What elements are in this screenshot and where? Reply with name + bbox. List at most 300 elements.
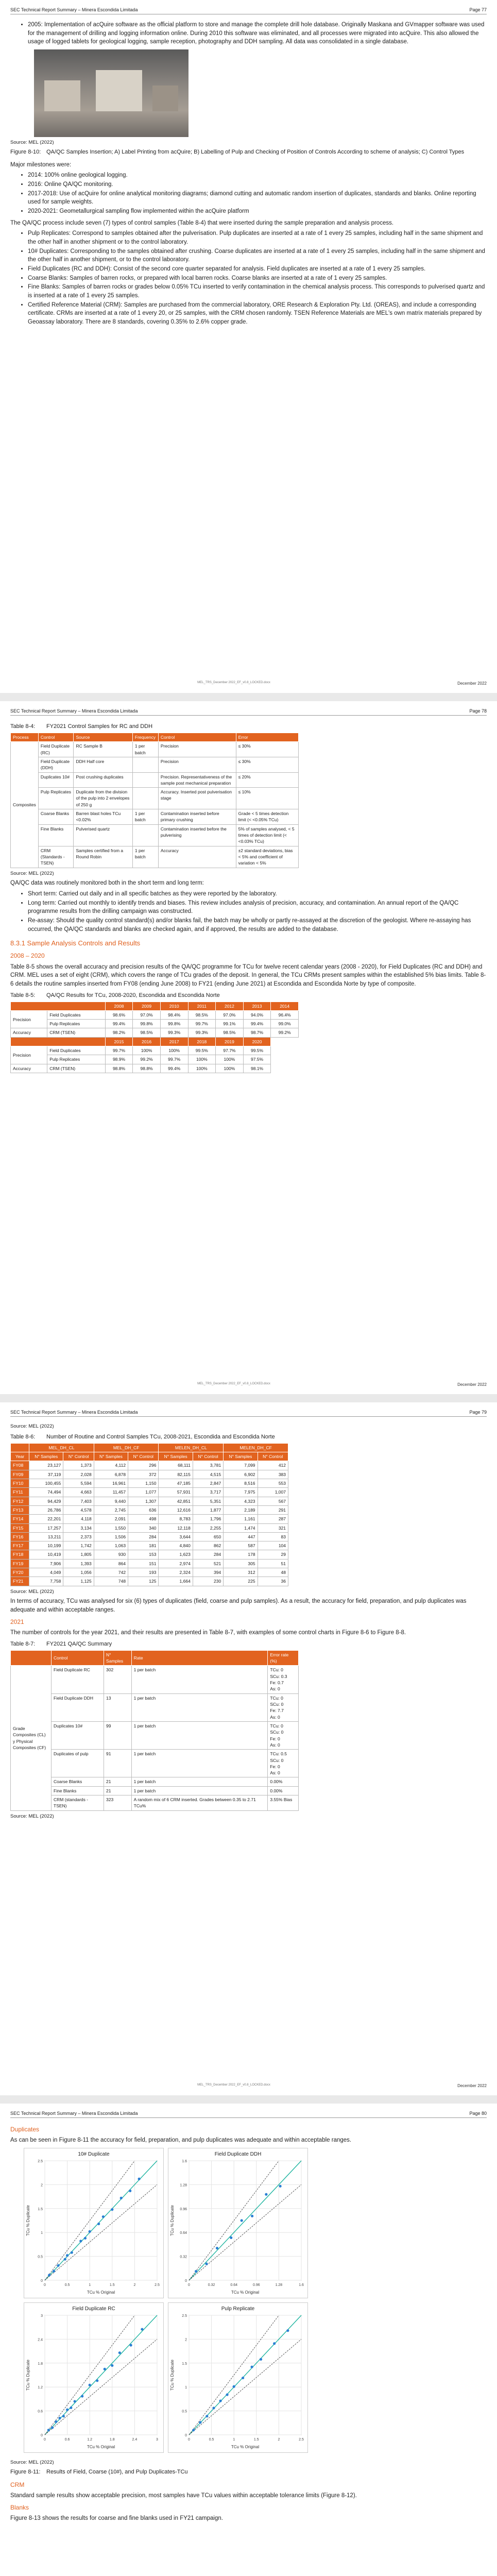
table-cell: Samples certified from a Round Robin <box>74 846 132 868</box>
table-cell: 9,440 <box>94 1497 128 1505</box>
data-point <box>251 2215 253 2217</box>
table-row <box>11 757 299 772</box>
data-point <box>205 2415 208 2417</box>
table-cell: Contamination inserted before primary crushing <box>158 809 236 825</box>
list-item: • 10# Duplicates: Corresponding to the samples obtained after crushing. Coarse duplicates are inserted at a rate of 1 every 25 samples, including half in the same shipment and the other half in another shipment, or to the control laboratory. <box>28 247 487 264</box>
table-cell: 4,515 <box>193 1470 223 1479</box>
subheading: 2008 – 2020 <box>10 952 45 960</box>
table-cell: 99.8% <box>133 1020 161 1028</box>
paragraph: In terms of accuracy, TCu was analysed for six (6) types of duplicates (field, coarse and pulp samples). As a result, the accuracy for field, preparation, and pulp duplicates was adequate and within acceptable ranges. <box>10 1598 467 1614</box>
table-cell: Pulverised quartz <box>74 824 132 846</box>
table-cell: 99.8% <box>160 1020 188 1028</box>
data-point <box>51 2427 54 2429</box>
y-tick-label: 0.6 <box>38 2410 43 2414</box>
table-cell: 4,112 <box>94 1461 128 1470</box>
table-row <box>11 1020 299 1028</box>
table-cell: 98.2% <box>105 1028 133 1037</box>
table-cell: 4,578 <box>63 1505 94 1514</box>
table-cell: 22,201 <box>29 1515 63 1523</box>
data-point <box>226 2394 229 2396</box>
table-header: MELEN_DH_CF <box>224 1443 288 1452</box>
data-point <box>79 2240 82 2242</box>
qaqc-summary-table <box>10 1650 299 1811</box>
table-cell: 91 <box>104 1750 132 1777</box>
table-cell: 99.3% <box>188 1028 216 1037</box>
table-cell: 98.8% <box>133 1064 161 1073</box>
table-cell: ≤ 10% <box>236 788 298 809</box>
table-cell: 29 <box>258 1550 288 1559</box>
data-point <box>84 2237 87 2240</box>
table-cell: 151 <box>128 1559 159 1568</box>
table-cell: FY21 <box>11 1577 29 1586</box>
data-point <box>242 2377 244 2379</box>
page-footer: MEL_TRS_December 2022_EF_v0.8_LOCKED.docx December 2022 <box>197 681 487 686</box>
data-point <box>118 2351 121 2354</box>
table-cell: FY16 <box>11 1532 29 1541</box>
table-row <box>11 1515 288 1523</box>
table-cell: 36 <box>258 1577 288 1586</box>
table-cell: 1,474 <box>224 1523 258 1532</box>
x-axis-label: TCu % Original <box>87 2445 115 2450</box>
table-header: N° Control <box>258 1452 288 1461</box>
table-header: 2014 <box>271 1002 299 1010</box>
table-row <box>11 1055 299 1064</box>
table-cell: 1,007 <box>258 1488 288 1497</box>
table-cell: TCu: 0.5 SCu: 0 Fe: 0 As: 0 <box>268 1750 299 1777</box>
x-tick-label: 1.28 <box>275 2283 283 2287</box>
table-cell: 125 <box>128 1577 159 1586</box>
table-cell: 0.00% <box>268 1786 299 1795</box>
table-cell: 4,049 <box>29 1568 63 1577</box>
table-header: 2017 <box>160 1037 188 1046</box>
y-tick-label: 2.5 <box>38 2160 43 2164</box>
y-tick-label: 1.2 <box>38 2386 43 2390</box>
table-cell: 521 <box>193 1559 223 1568</box>
table-cell: 3,781 <box>193 1461 223 1470</box>
x-tick-label: 1.8 <box>109 2438 115 2442</box>
table-cell: Duplicates of pulp <box>52 1750 104 1777</box>
table-cell: 1,805 <box>63 1550 94 1559</box>
table-cell: 340 <box>128 1523 159 1532</box>
table-cell: 57,931 <box>159 1488 193 1497</box>
table-cell: Duplicates 10# <box>38 772 74 788</box>
table-cell: 312 <box>224 1568 258 1577</box>
table-cell: ≤ 30% <box>236 742 298 757</box>
table-cell: 97.5% <box>243 1055 271 1064</box>
x-tick-label: 1.5 <box>253 2438 259 2442</box>
table-header: 2008 <box>105 1002 133 1010</box>
table-cell: 2,847 <box>193 1479 223 1487</box>
data-point <box>64 2258 66 2261</box>
list-item: • 2016: Online QA/QC monitoring. <box>28 180 487 189</box>
list-item: • 2017-2018: Use of acQuire for online analytical monitoring diagrams; diamond cutting and automatic random insertion of duplicates, standards and blanks. Online reporting used for sample weights. <box>28 190 487 207</box>
list-item: • Field Duplicates (RC and DDH): Consist of the second core quarter separated for analysis. Field duplicates are inserted at a rate of 1 every 25 samples. <box>28 265 487 274</box>
y-tick-label: 1.8 <box>38 2362 43 2366</box>
milestones-list <box>10 171 487 215</box>
y-tick-label: 2.4 <box>38 2338 43 2342</box>
table-cell: 230 <box>193 1577 223 1586</box>
x-tick-label: 0.96 <box>252 2283 260 2287</box>
table-header: MEL_DH_CL <box>29 1443 94 1452</box>
table-cell: 83 <box>258 1532 288 1541</box>
x-tick-label: 0.32 <box>208 2283 215 2287</box>
x-tick-label: 0.5 <box>64 2283 70 2287</box>
table-cell: 181 <box>128 1541 159 1550</box>
paragraph: Standard sample results show acceptable precision, most samples have TCu values within acceptable tolerance limits (Figure 8-12). <box>10 2493 357 2499</box>
data-point <box>141 2328 143 2331</box>
table-header: N° Samples <box>94 1452 128 1461</box>
data-point <box>129 2190 131 2192</box>
table-cell: 1,307 <box>128 1497 159 1505</box>
data-point <box>57 2264 60 2267</box>
y-tick-label: 0 <box>41 2279 43 2283</box>
table-row <box>11 1461 288 1470</box>
table-header: Error rate (%) <box>268 1650 299 1666</box>
data-point <box>53 2270 55 2273</box>
table-row <box>11 1488 288 1497</box>
table-header: N° Control <box>128 1452 159 1461</box>
table-caption: Table 8-5: QA/QC Results for TCu, 2008-2020, Escondida and Escondida Norte <box>10 992 220 998</box>
table-cell: 74,494 <box>29 1488 63 1497</box>
table-cell: 51 <box>258 1559 288 1568</box>
table-cell: 153 <box>128 1550 159 1559</box>
table-cell: CRM (TSEN) <box>47 1028 106 1037</box>
table-row <box>11 1532 288 1541</box>
subheading: 2021 <box>10 1618 24 1625</box>
table-header: Rate <box>131 1650 268 1666</box>
table-row <box>11 1505 288 1514</box>
table-cell: 225 <box>224 1577 258 1586</box>
table-cell: 1 per batch <box>131 1750 268 1777</box>
table-header: Error <box>236 733 298 741</box>
table-cell: CRM (standards - TSEN) <box>52 1795 104 1811</box>
x-axis-label: TCu % Original <box>87 2290 115 2295</box>
table-cell: 8,783 <box>159 1515 193 1523</box>
table-cell: 1 per batch <box>131 1786 268 1795</box>
x-tick-label: 1.5 <box>109 2283 115 2287</box>
x-tick-label: 1.2 <box>87 2438 93 2442</box>
table-cell: 98.6% <box>105 1010 133 1019</box>
y-axis-label: TCu % Duplicate <box>26 2205 30 2236</box>
table-cell: 23,127 <box>29 1461 63 1470</box>
table-cell: 26,786 <box>29 1505 63 1514</box>
list-item: • Re-assay: Should the quality control standard(s) and/or blanks fail, the batch may be wholly or partly re-assayed at the discretion of the geologist. Where re-assaying has occurred, the QA/QC standards and blanks are checked again, and if approved, the results are added to the database. <box>28 917 487 934</box>
table-cell: FY09 <box>11 1470 29 1479</box>
table-cell: ≤ 20% <box>236 772 298 788</box>
table-header: 2010 <box>160 1002 188 1010</box>
table-cell: Precision <box>158 742 236 757</box>
table-cell: 94.0% <box>243 1010 271 1019</box>
table-cell: 7,403 <box>63 1497 94 1505</box>
table-cell: 862 <box>193 1541 223 1550</box>
page-footer: MEL_TRS_December 2022_EF_v0.8_LOCKED.docx December 2022 <box>197 2083 487 2088</box>
table-caption: Table 8-6: Number of Routine and Control Samples TCu, 2008-2021, Escondida and Escondida Norte <box>10 1433 275 1440</box>
header-title: SEC Technical Report Summary – Minera Escondida Limitada <box>10 7 138 12</box>
table-cell: 1 per batch <box>131 1693 268 1721</box>
table-cell: 99.4% <box>243 1020 271 1028</box>
table-cell: 99.7% <box>188 1020 216 1028</box>
table-cell: 372 <box>128 1470 159 1479</box>
table-header: N° Samples <box>159 1452 193 1461</box>
x-axis-label: TCu % Original <box>231 2290 260 2295</box>
table-cell: Accuracy. Inserted post pulverisation stage <box>158 788 236 809</box>
table-header: 2016 <box>133 1037 161 1046</box>
x-tick-label: 0 <box>188 2438 190 2442</box>
data-point <box>58 2417 61 2419</box>
list-item: • Certified Reference Material (CRM): Samples are purchased from the commercial laboratory, ORE Research & Exploration Pty. Ltd. (OREAS), and include a corresponding certificate. CRMs are inserted at a rate of 1 every 20, or 25 samples, with the CRM chosen randomly. TSEN Reference Materials are MEL's own matrix materials prepared by Geoassay laboratory. There are 8 standards, covering 0.35% to 2.6% copper grade. <box>28 301 487 327</box>
table-cell: 553 <box>258 1479 288 1487</box>
y-tick-label: 2 <box>41 2183 43 2188</box>
table-header: N° Control <box>193 1452 223 1461</box>
table-cell: 5,351 <box>193 1497 223 1505</box>
table-cell: 1 per batch <box>132 846 158 868</box>
table-cell: 302 <box>104 1666 132 1693</box>
page-80: SEC Technical Report Summary – Minera Escondida Limitada Page 80 Duplicates As can be seen in Figure 8-11 the accuracy for field, preparation, and pulp duplicates was adequate and within acceptable ranges. 0 0 0.5 0.5 1 1 1.5 1.5 2 2 2.5 2.5 10# Duplicate TCu % Original TCu % Duplicate 0 0 0.32 0.32 0.64 0.64 0.96 0.96 1.28 1.28 1.6 1.6 Field Duplicate DDH TCu % Original TCu % Duplicate 0 0 0.6 0.6 1.2 1.2 1.8 1.8 2.4 2.4 3 3 Field Duplicate RC TCu % Original TCu % Duplicate 0 0 0.5 0.5 1 1 1.5 1.5 2 2 2.5 2.5 Pulp Replicate TCu % Original TCu % Duplicate Source: MEL (2022) Figure 8-11: Results of Field, Coarse (10#), and Pulp Duplicates-TCu CRM Standard sample results show acceptable precision, most samples have TCu values within acceptable tolerance limits (Figure 8-12). Blanks Figure 8-13 shows the results for coarse and fine blanks used in FY21 campaign. <box>0 2104 497 2576</box>
x-tick-label: 2.5 <box>299 2438 304 2442</box>
table-cell: DDH Half core <box>74 757 132 772</box>
page-header: SEC Technical Report Summary – Minera Escondida Limitada Page 80 <box>10 2111 487 2118</box>
table-cell: 11,457 <box>94 1488 128 1497</box>
data-point <box>230 2236 232 2239</box>
table-cell: 498 <box>128 1515 159 1523</box>
table-cell: 321 <box>258 1523 288 1532</box>
table-cell: FY15 <box>11 1523 29 1532</box>
table-cell: ±2 standard deviations, bias < 5% and coefficient of variation < 5% <box>236 846 298 868</box>
y-tick-label: 0.5 <box>182 2410 187 2414</box>
table-row <box>11 1010 299 1019</box>
data-point <box>47 2429 50 2431</box>
table-cell: 636 <box>128 1505 159 1514</box>
data-point <box>102 2215 105 2218</box>
table-cell <box>132 772 158 788</box>
table-cell: 1 per batch <box>131 1666 268 1693</box>
data-point <box>111 2364 113 2367</box>
table-cell: 104 <box>258 1541 288 1550</box>
data-point <box>66 2254 68 2257</box>
table-cell: 284 <box>193 1550 223 1559</box>
data-point <box>205 2263 208 2265</box>
table-cell: 98.8% <box>105 1064 133 1073</box>
table-row <box>11 1550 288 1559</box>
table-row <box>11 846 299 868</box>
table-cell: 99.4% <box>160 1064 188 1073</box>
table-cell: 98.9% <box>105 1055 133 1064</box>
table-header: MELEN_DH_CL <box>159 1443 224 1452</box>
x-tick-label: 1 <box>233 2438 235 2442</box>
table-cell: FY13 <box>11 1505 29 1514</box>
table-header: Process <box>11 733 39 741</box>
table-row <box>11 1523 288 1532</box>
table-cell: 99.1% <box>216 1020 244 1028</box>
table-cell: 1 per batch <box>132 742 158 757</box>
table-header: Control <box>52 1650 104 1666</box>
table-cell: 82,115 <box>159 1470 193 1479</box>
data-point <box>71 2251 73 2254</box>
table-cell: 7,099 <box>224 1461 258 1470</box>
table-cell: 2,255 <box>193 1523 223 1532</box>
table-cell: FY14 <box>11 1515 29 1523</box>
table-cell: 99.7% <box>160 1055 188 1064</box>
table-caption: Table 8-7: FY2021 QA/QC Summary <box>10 1640 112 1647</box>
table-cell: 4,323 <box>224 1497 258 1505</box>
table-cell <box>132 824 158 846</box>
table-cell: FY18 <box>11 1550 29 1559</box>
table-cell: FY19 <box>11 1559 29 1568</box>
controls-list <box>10 229 487 326</box>
table-cell: 12,616 <box>159 1505 193 1514</box>
table-cell: 12,118 <box>159 1523 193 1532</box>
x-tick-label: 1.6 <box>299 2283 304 2287</box>
table-cell: 1,796 <box>193 1515 223 1523</box>
table-cell: TCu: 0 SCu: 0 Fe: 7.7 As: 0 <box>268 1693 299 1721</box>
table-cell: 394 <box>193 1568 223 1577</box>
table-cell: 100,455 <box>29 1479 63 1487</box>
table-cell: 2,189 <box>224 1505 258 1514</box>
table-cell: 1,664 <box>159 1577 193 1586</box>
data-point <box>192 2429 195 2431</box>
table-header: Control <box>158 733 236 741</box>
table-cell: 10,199 <box>29 1541 63 1550</box>
table-header: N° Samples <box>224 1452 258 1461</box>
table-cell: 98.5% <box>188 1010 216 1019</box>
table-header: 2020 <box>243 1037 271 1046</box>
table-row <box>11 1541 288 1550</box>
table-row <box>11 1568 288 1577</box>
data-point <box>265 2193 267 2196</box>
table-cell: 5,594 <box>63 1479 94 1487</box>
duplicate-chart <box>24 2148 164 2298</box>
routine-control-table <box>10 1443 288 1586</box>
table-cell: 1 per batch <box>131 1777 268 1786</box>
table-cell: 1 per batch <box>131 1721 268 1749</box>
table-cell: TCu: 0 SCu: 0.3 Fe: 0.7 As: 0 <box>268 1666 299 1693</box>
table-cell: 4,840 <box>159 1541 193 1550</box>
y-tick-label: 3 <box>41 2314 43 2318</box>
table-row <box>11 1497 288 1505</box>
table-header <box>11 1443 29 1452</box>
chart-title: Pulp Replicate <box>221 2306 255 2312</box>
figure-caption: Figure 8-10: QA/QC Samples Insertion; A) Label Printing from acQuire; B) Labelling of Pulp and Checking of Position of Controls According to scheme of analysis; C) Control Types <box>10 148 465 155</box>
subheading: Duplicates <box>10 2126 40 2133</box>
table-row <box>11 1559 288 1568</box>
table-cell <box>132 788 158 809</box>
table-cell: 98.5% <box>133 1028 161 1037</box>
table-cell: 1,742 <box>63 1541 94 1550</box>
data-point <box>286 2329 289 2332</box>
table-cell: 1,125 <box>63 1577 94 1586</box>
table-cell: TCu: 0 SCu: 0 Fe: 0 As: 0 <box>268 1721 299 1749</box>
table-cell: Grade < 5 times detection limit (< <0.05% TCu) <box>236 809 298 825</box>
table-cell: FY12 <box>11 1497 29 1505</box>
table-cell: 0.00% <box>268 1777 299 1786</box>
table-cell: Grade Composites (CL) y Physical Composites (CF) <box>11 1666 52 1810</box>
data-point <box>273 2342 276 2345</box>
data-point <box>111 2208 113 2211</box>
x-tick-label: 0.6 <box>64 2438 70 2442</box>
table-cell: 21 <box>104 1786 132 1795</box>
data-point <box>48 2274 50 2276</box>
table-cell: 291 <box>258 1505 288 1514</box>
table-cell: Pulp Replicates <box>47 1020 106 1028</box>
table-cell: 3,134 <box>63 1523 94 1532</box>
page-number: Page 77 <box>469 7 487 12</box>
table-cell: 68,111 <box>159 1461 193 1470</box>
table-cell: 37,119 <box>29 1470 63 1479</box>
table-cell: 296 <box>128 1461 159 1470</box>
table-cell: 99.5% <box>243 1046 271 1055</box>
table-cell: 1,393 <box>63 1559 94 1568</box>
data-point <box>74 2400 76 2403</box>
table-cell: 1,877 <box>193 1505 223 1514</box>
x-tick-label: 0 <box>188 2283 190 2287</box>
page-number: Page 78 <box>469 708 487 714</box>
chart-title: 10# Duplicate <box>78 2151 110 2158</box>
x-tick-label: 3 <box>156 2438 158 2442</box>
x-tick-label: 0.5 <box>209 2438 214 2442</box>
table-cell: 97.7% <box>216 1046 244 1055</box>
table-cell: 100% <box>160 1046 188 1055</box>
table-cell: 98.7% <box>243 1028 271 1037</box>
table-cell: 99.0% <box>271 1020 299 1028</box>
milestones-title: Major milestones were: <box>10 161 72 168</box>
qaqc-photo <box>34 49 188 137</box>
page-footer: MEL_TRS_December 2022_EF_v0.8_LOCKED.docx December 2022 <box>197 1382 487 1387</box>
data-point <box>260 2358 262 2361</box>
y-axis-label: TCu % Duplicate <box>26 2360 30 2391</box>
table-cell: Precision. Representativeness of the sample post mechanical preparation <box>158 772 236 788</box>
table-cell: 13,211 <box>29 1532 63 1541</box>
table-cell: 10,419 <box>29 1550 63 1559</box>
chart-title: Field Duplicate RC <box>72 2306 115 2312</box>
table-cell: 178 <box>224 1550 258 1559</box>
table-cell: 1,150 <box>128 1479 159 1487</box>
list-item: • Short term: Carried out daily and in all specific batches as they were reported by the laboratory. <box>28 890 487 899</box>
data-point <box>89 2384 91 2386</box>
table-cell: 100% <box>133 1046 161 1055</box>
y-tick-label: 0.5 <box>38 2255 43 2259</box>
chart-title: Field Duplicate DDH <box>214 2151 262 2158</box>
table-header: 2012 <box>216 1002 244 1010</box>
table-cell: 97.0% <box>133 1010 161 1019</box>
table-cell: 6,878 <box>94 1470 128 1479</box>
data-point <box>219 2400 221 2402</box>
table-cell: 1,623 <box>159 1550 193 1559</box>
table-header: 2018 <box>188 1037 216 1046</box>
table-cell: 99.7% <box>105 1046 133 1055</box>
table-cell: 99.2% <box>271 1028 299 1037</box>
control-intro: The QA/QC process include seven (7) types of control samples (Table 8-4) that were inserted during the sample preparation and analysis process. <box>10 219 394 226</box>
list-item: • Coarse Blanks: Samples of barren rocks, or prepared with local barren rocks. Coarse blanks are inserted at a rate of 1 every 25 samples. <box>28 274 487 283</box>
table-cell: Field Duplicate RC <box>52 1666 104 1693</box>
bullet-2005: • 2005: Implementation of acQuire software as the official platform to store and manage the complete drill hole database. Originally Maskana and GVmapper software was used for the management of drilling and logging information online. During 2010 this software was eliminated, and all processes were migrated into acQuire. This also allowed the usage of logged tablets for geological logging, sample reception, photography and DDH sampling. All data was consolidated in a single database. <box>28 21 487 46</box>
table-header <box>11 1650 52 1666</box>
y-tick-label: 0.96 <box>180 2207 187 2211</box>
table-cell: 5% of samples analysed, < 5 times of detection limit (< <0.03% TCu) <box>236 824 298 846</box>
y-tick-label: 0.64 <box>180 2231 187 2235</box>
page-header <box>10 7 487 14</box>
table-cell: 3,717 <box>193 1488 223 1497</box>
x-tick-label: 2.5 <box>155 2283 160 2287</box>
table-cell: 323 <box>104 1795 132 1811</box>
table-cell: 284 <box>128 1532 159 1541</box>
table-cell: FY11 <box>11 1488 29 1497</box>
table-cell: 47,185 <box>159 1479 193 1487</box>
control-samples-table <box>10 733 299 868</box>
paragraph: The number of controls for the year 2021, and their results are presented in Table 8-7, with examples of some control charts in Figure 8-6 to Figure 8-8. <box>10 1630 406 1636</box>
chart-svg <box>24 2303 163 2452</box>
table-cell: 1,077 <box>128 1488 159 1497</box>
table-cell: 1,056 <box>63 1568 94 1577</box>
